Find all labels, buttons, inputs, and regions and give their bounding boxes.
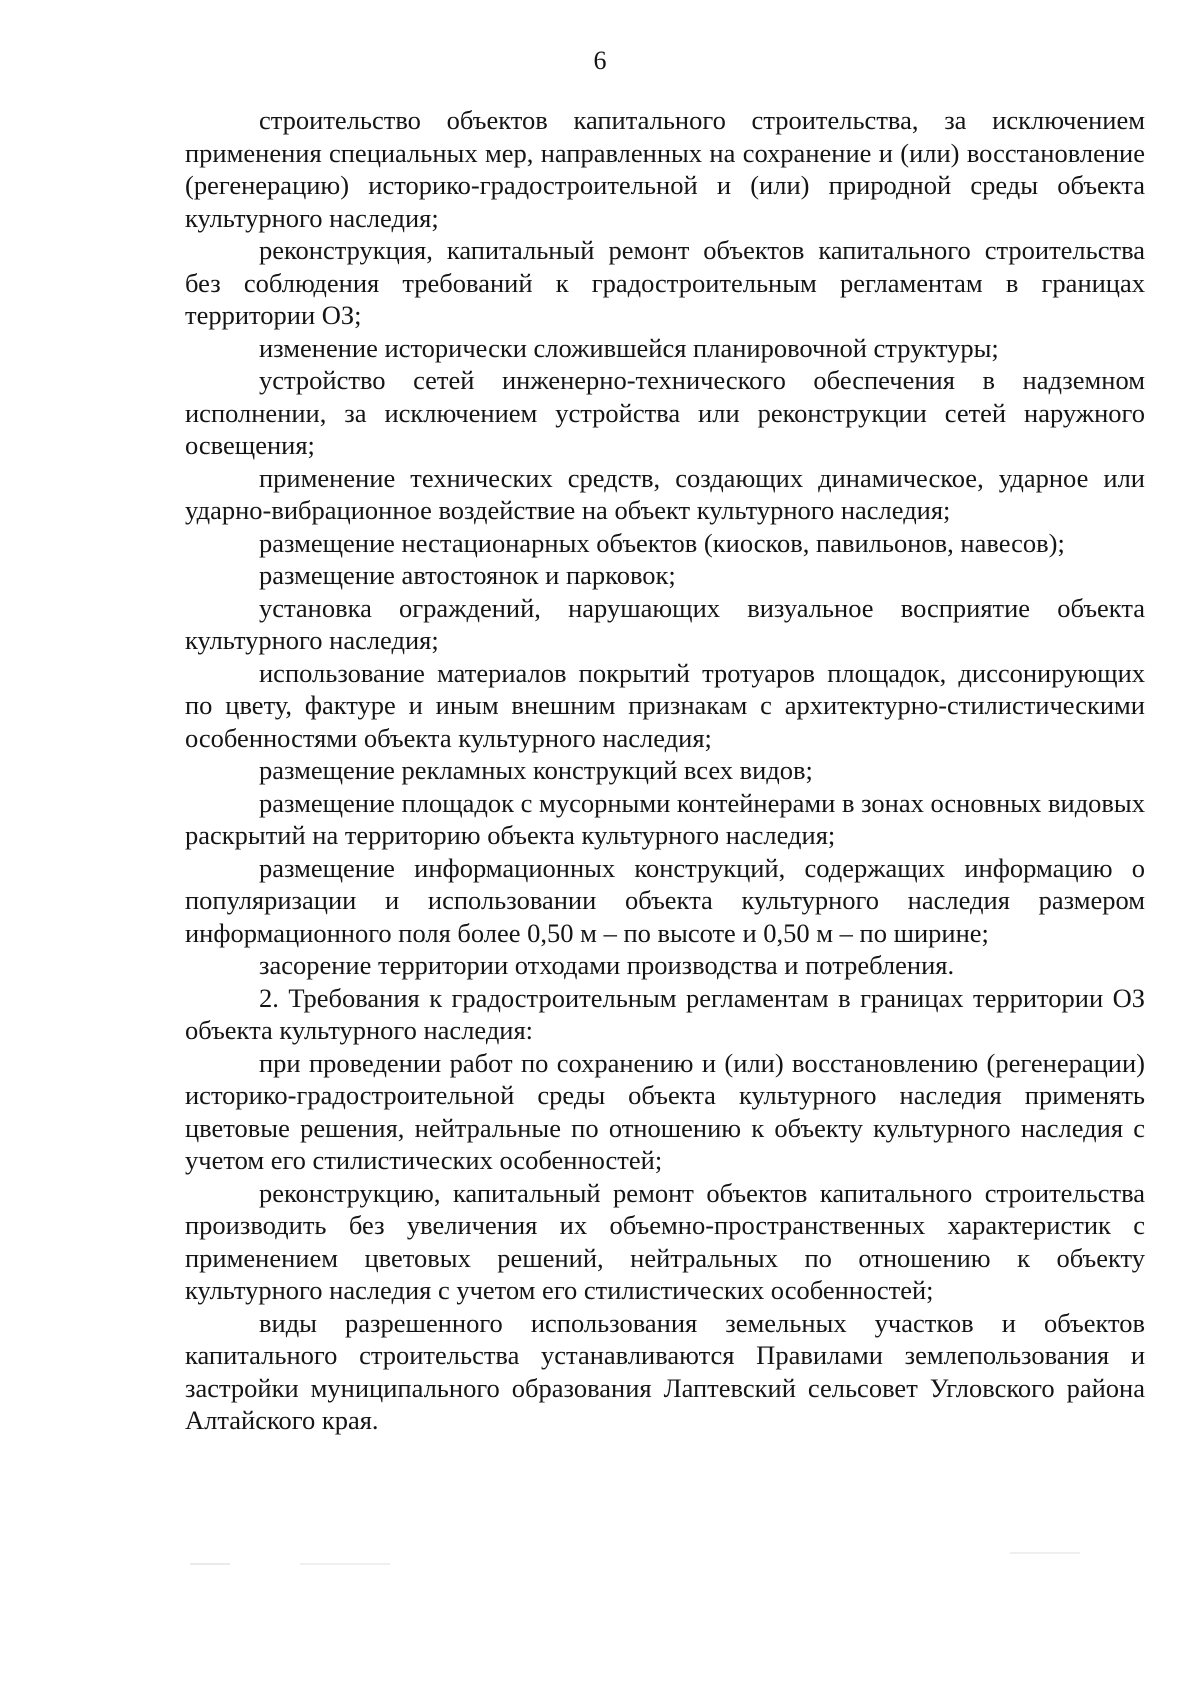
scan-speck xyxy=(1010,1552,1080,1554)
paragraph-requirement-color-solutions: при проведении работ по сохранению и (или) восстановлению (регенерации) историко-градостроительной среды объекта культурного наследия применять цветовые решения, нейтральные по отношению к объекту культурного наследия с учетом его стилистических особенностей; xyxy=(185,1047,1145,1175)
paragraph-restriction-littering: засорение территории отходами производства и потребления. xyxy=(259,950,955,980)
page-number: 6 xyxy=(593,46,607,75)
paragraph-restriction-planning-structure: изменение исторически сложившейся планировочной структуры; xyxy=(259,332,999,363)
scan-speck xyxy=(300,1563,390,1565)
document-body xyxy=(185,104,1145,1437)
paragraph-requirement-reconstruction: реконструкцию, капитальный ремонт объектов капитального строительства производить без увеличения их объемно-пространственных характеристик с применением цветовых решений, нейтральных по отношению к объекту культурного наследия с учетом его стилистических особенностей; xyxy=(185,1177,1145,1305)
paragraph-restriction-engineering-networks: устройство сетей инженерно-технического обеспечения в надземном исполнении, за исключением устройства или реконструкции сетей наружного освещения; xyxy=(185,365,1145,460)
paragraph-restriction-advertising: размещение рекламных конструкций всех видов; xyxy=(259,755,813,785)
paragraph-restriction-waste-containers: размещение площадок с мусорными контейнерами в зонах основных видовых раскрытий на территорию объекта культурного наследия; xyxy=(185,787,1145,850)
scan-speck xyxy=(190,1563,230,1565)
paragraph-restriction-fences: установка ограждений, нарушающих визуальное восприятие объекта культурного наследия; xyxy=(185,592,1145,655)
paragraph-restriction-kiosks: размещение нестационарных объектов (киосков, павильонов, навесов); xyxy=(259,527,1065,558)
paragraph-restriction-reconstruction: реконструкция, капитальный ремонт объектов капитального строительства без соблюдения требований к градостроительным регламентам в границах территории ОЗ; xyxy=(185,235,1145,330)
paragraph-restriction-paving-materials: использование материалов покрытий тротуаров площадок, диссонирующих по цвету, фактуре и иным внешним признакам с архитектурно-стилистическими особенностями объекта культурного наследия; xyxy=(185,657,1145,753)
paragraph-restriction-construction: строительство объектов капитального строительства, за исключением применения специальных мер, направленных на сохранение и (или) восстановление (регенерацию) историко-градостроительной и (или) природной среды объекта культурного наследия; xyxy=(185,105,1145,233)
paragraph-restriction-technical-means: применение технических средств, создающих динамическое, ударное или ударно-вибрационное воздействие на объект культурного наследия; xyxy=(185,462,1145,525)
paragraph-requirement-permitted-use: виды разрешенного использования земельных участков и объектов капитального строительства устанавливаются Правилами землепользования и застройки муниципального образования Лаптевский сельсовет Угловского района Алтайского края. xyxy=(185,1307,1145,1435)
paragraph-restriction-info-structures: размещение информационных конструкций, содержащих информацию о популяризации и использовании объекта культурного наследия размером информационного поля более 0,50 м – по высоте и 0,50 м – по ширине; xyxy=(185,852,1145,948)
section-heading-requirements: 2. Требования к градостроительным регламентам в границах территории ОЗ объекта культурного наследия: xyxy=(185,982,1145,1045)
paragraph-restriction-parking: размещение автостоянок и парковок; xyxy=(259,560,676,590)
